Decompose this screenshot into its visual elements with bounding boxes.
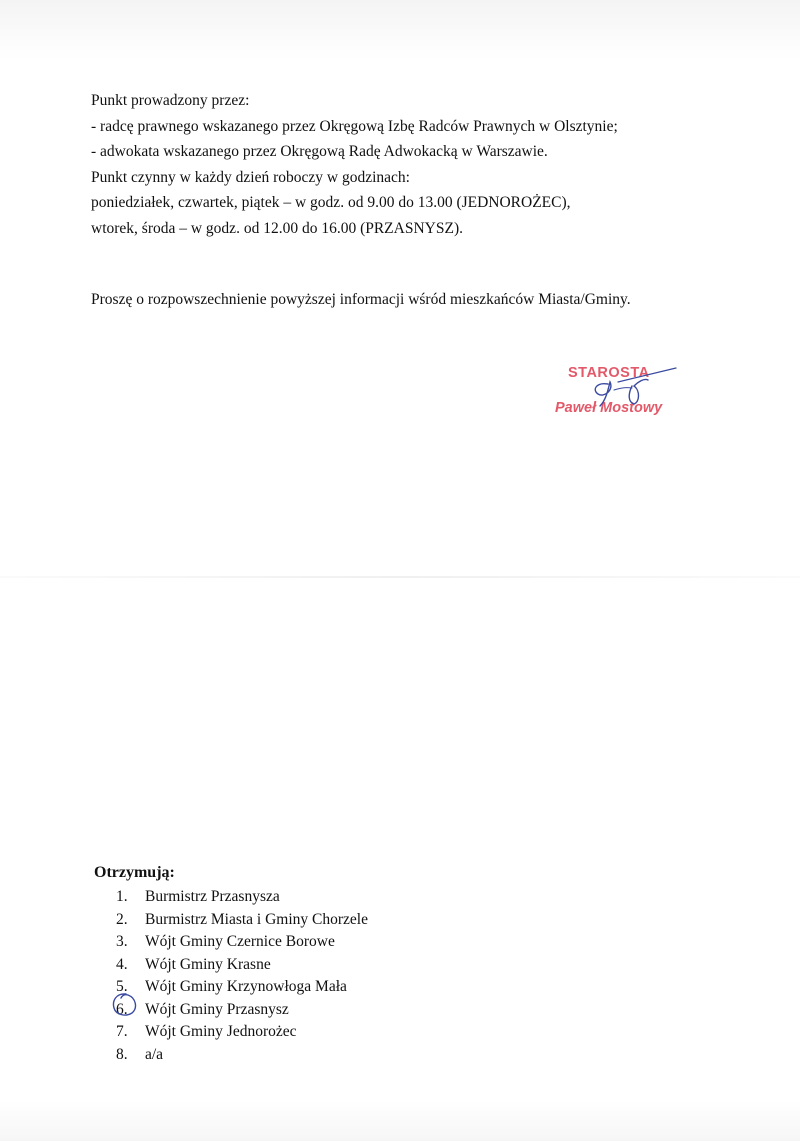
recipients-list	[94, 886, 594, 1066]
body-line: - radcę prawnego wskazanego przez Okręgową Izbę Radców Prawnych w Olsztynie;	[91, 117, 618, 135]
list-item-number: 3.	[116, 933, 128, 950]
body-text	[91, 88, 771, 241]
body-line: Punkt czynny w każdy dzień roboczy w godzinach:	[91, 168, 410, 186]
signature-icon	[548, 360, 688, 420]
list-item-name: a/a	[145, 1045, 164, 1063]
list-item	[94, 954, 594, 977]
list-item	[94, 931, 594, 954]
recipients-section	[94, 863, 594, 1066]
stamp-title: STAROSTA	[568, 365, 650, 381]
list-item	[94, 909, 594, 932]
list-item	[94, 1044, 594, 1067]
body-line: wtorek, środa – w godz. od 12.00 do 16.00 (PRZASNYSZ).	[91, 219, 463, 237]
stamp-name: Paweł Mostowy	[555, 400, 663, 416]
list-item-number: 6.	[116, 1000, 128, 1018]
list-item	[94, 1021, 594, 1044]
list-item	[94, 976, 594, 999]
list-item-number: 8.	[116, 1045, 128, 1063]
list-item	[94, 886, 594, 909]
pen-circle-mark-icon	[110, 991, 140, 1019]
list-item-name: Wójt Gminy Krasne	[145, 955, 271, 973]
list-item-number: 1.	[116, 888, 128, 905]
list-item	[94, 999, 594, 1022]
list-item-number: 5.	[116, 978, 128, 995]
list-item-number: 7.	[116, 1023, 128, 1040]
body-line: poniedziałek, czwartek, piątek – w godz. od 9.00 do 13.00 (JEDNOROŻEC),	[91, 194, 571, 211]
recipients-heading: Otrzymują:	[94, 864, 175, 881]
list-item-name: Wójt Gminy Czernice Borowe	[145, 933, 335, 950]
list-item-name: Burmistrz Przasnysza	[145, 888, 280, 905]
list-item-name: Wójt Gminy Jednorożec	[145, 1023, 297, 1040]
list-item-name: Wójt Gminy Przasnysz	[145, 1000, 289, 1018]
fold-line	[0, 576, 800, 578]
closing-paragraph: Proszę o rozpowszechnienie powyższej informacji wśród mieszkańców Miasta/Gminy.	[91, 291, 631, 308]
official-stamp	[548, 360, 688, 420]
body-line: - adwokata wskazanego przez Okręgową Radę Adwokacką w Warszawie.	[91, 143, 548, 160]
body-line: Punkt prowadzony przez:	[91, 92, 250, 109]
list-item-name: Wójt Gminy Krzynowłoga Mała	[145, 978, 347, 995]
list-item-number: 4.	[116, 955, 128, 973]
list-item-name: Burmistrz Miasta i Gminy Chorzele	[145, 910, 368, 928]
list-item-number: 2.	[116, 910, 128, 928]
